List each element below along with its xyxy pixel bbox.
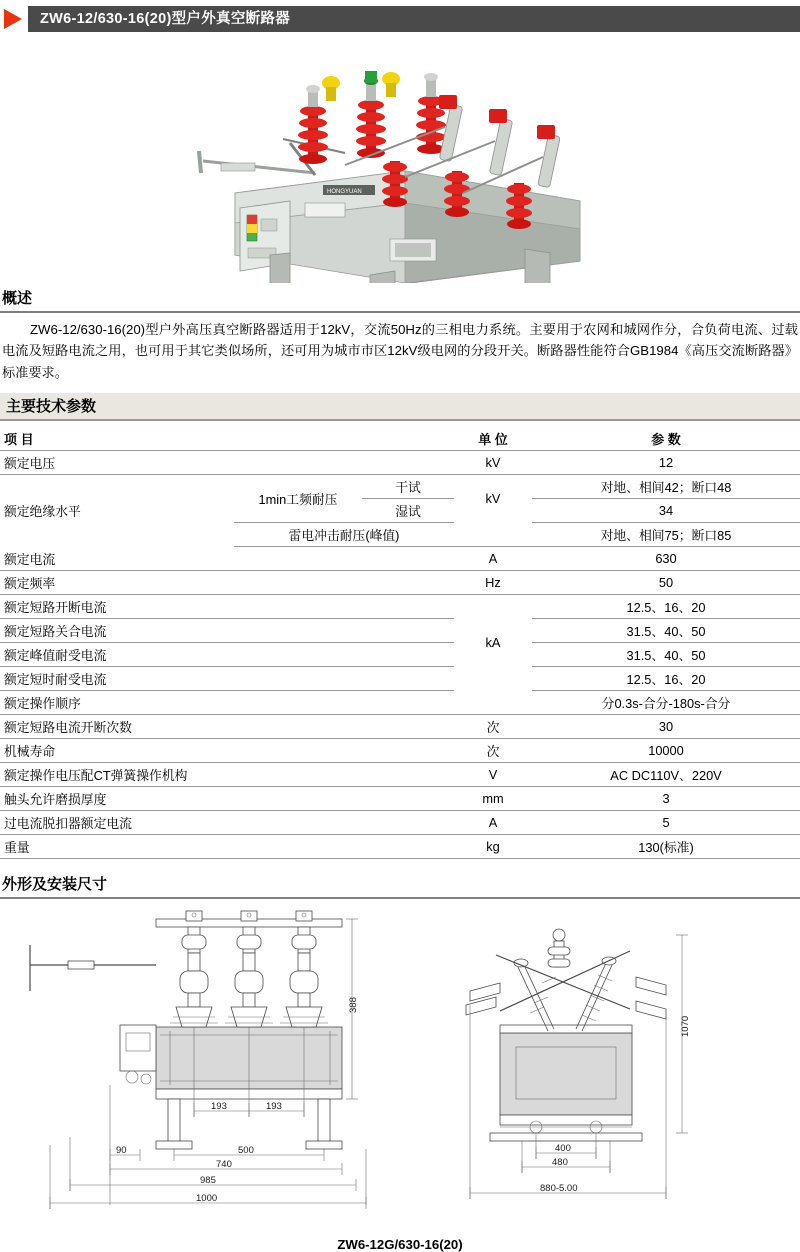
row-unit: mm xyxy=(454,787,532,811)
section-title-overview: 概述 xyxy=(0,285,800,313)
outdoor-vacuum-breaker-photo xyxy=(195,43,615,283)
row-item: 额定短时耐受电流 xyxy=(0,667,454,691)
dim-1000: 1000 xyxy=(196,1193,218,1205)
table-row xyxy=(0,691,800,715)
dim-388: 388 xyxy=(348,997,359,1014)
table-row xyxy=(0,667,800,691)
row-value: 34 xyxy=(532,499,800,523)
dim-90: 90 xyxy=(116,1145,127,1157)
dim-1070: 1070 xyxy=(680,1015,691,1038)
triangle-right-icon xyxy=(0,6,28,32)
table-row xyxy=(0,451,800,475)
row-item: 额定短路关合电流 xyxy=(0,619,454,643)
row-subitem: 湿试 xyxy=(362,499,454,523)
row-value: 130(标准) xyxy=(532,835,800,859)
row-item: 额定频率 xyxy=(0,571,454,595)
row-unit: kg xyxy=(454,835,532,859)
row-item: 额定绝缘水平 xyxy=(4,504,81,520)
table-row xyxy=(0,763,800,787)
table-row xyxy=(0,835,800,859)
row-value: 对地、相间42；断口48 xyxy=(532,475,800,499)
row-unit: Hz xyxy=(454,571,532,595)
side-view-drawing xyxy=(430,905,760,1235)
drawing-caption: ZW6-12G/630-16(20) xyxy=(337,1237,463,1252)
row-unit: kA xyxy=(485,635,501,651)
row-item: 额定操作顺序 xyxy=(0,691,454,715)
table-row xyxy=(0,619,800,643)
table-row xyxy=(0,643,800,667)
row-unit xyxy=(454,691,532,715)
row-value: 12 xyxy=(532,451,800,475)
row-item: 额定短路电流开断次数 xyxy=(0,715,454,739)
dim-740: 740 xyxy=(216,1159,232,1171)
row-item: 额定峰值耐受电流 xyxy=(0,643,454,667)
row-unit: A xyxy=(454,547,532,571)
row-item: 额定电流 xyxy=(0,547,454,571)
table-row xyxy=(0,547,800,571)
row-item: 触头允许磨损厚度 xyxy=(0,787,454,811)
row-item: 额定操作电压配CT弹簧操作机构 xyxy=(0,763,454,787)
row-unit xyxy=(454,523,532,547)
dim-400: 400 xyxy=(555,1143,571,1155)
overview-paragraph xyxy=(2,319,798,383)
table-row xyxy=(0,811,800,835)
row-value: 50 xyxy=(532,571,800,595)
row-value: 31.5、40、50 xyxy=(532,619,800,643)
table-row xyxy=(0,475,800,499)
row-value: AC DC110V、220V xyxy=(532,763,800,787)
section-title-specs: 主要技术参数 xyxy=(0,393,800,421)
front-view-drawing xyxy=(10,905,410,1235)
table-row xyxy=(0,571,800,595)
row-item: 过电流脱扣器额定电流 xyxy=(0,811,454,835)
row-value: 分0.3s-合分-180s-合分 xyxy=(532,691,800,715)
row-subgroup: 1min工频耐压 xyxy=(234,475,362,523)
row-value: 30 xyxy=(532,715,800,739)
row-value: 10000 xyxy=(532,739,800,763)
row-subgroup: 雷电冲击耐压(峰值) xyxy=(234,523,454,547)
table-row xyxy=(0,715,800,739)
page-header xyxy=(0,5,800,33)
table-row xyxy=(0,739,800,763)
row-value: 12.5、16、20 xyxy=(532,595,800,619)
header-unit: 单 位 xyxy=(454,427,532,451)
page-title: ZW6-12/630-16(20)型户外真空断路器 xyxy=(28,6,800,32)
dim-193-right: 193 xyxy=(266,1101,282,1113)
row-unit: V xyxy=(454,763,532,787)
row-item: 重量 xyxy=(0,835,454,859)
row-unit: A xyxy=(454,811,532,835)
dim-193-left: 193 xyxy=(211,1101,227,1113)
row-value: 5 xyxy=(532,811,800,835)
dim-480: 480 xyxy=(552,1157,568,1169)
dim-880-500: 880-5.00 xyxy=(540,1183,578,1195)
row-item: 额定短路开断电流 xyxy=(0,595,454,619)
section-title-dimensions: 外形及安装尺寸 xyxy=(0,871,800,899)
row-unit: kV xyxy=(454,451,532,475)
table-header-row xyxy=(0,427,800,451)
overview-text: ZW6-12/630-16(20)型户外高压真空断路器适用于12kV，交流50Hz的三相电力系统。主要用于农网和城网作分，合负荷电流、过载电流及短路电流之用，也可用于其它类似场所，还可用为城市市区12kV级电网的分段开关。断路器性能符合GB1984《高压交流断路器》标准要求。 xyxy=(2,322,798,380)
dim-985: 985 xyxy=(200,1175,216,1187)
row-unit: 次 xyxy=(454,715,532,739)
product-photo-area xyxy=(0,35,800,285)
row-value: 12.5、16、20 xyxy=(532,667,800,691)
row-item: 额定电压 xyxy=(0,451,454,475)
table-row xyxy=(0,595,800,619)
row-item: 机械寿命 xyxy=(0,739,454,763)
row-value: 对地、相间75；断口85 xyxy=(532,523,800,547)
row-value: 630 xyxy=(532,547,800,571)
table-row xyxy=(0,787,800,811)
dimension-drawings xyxy=(0,905,800,1235)
row-subitem: 干试 xyxy=(362,475,454,499)
row-unit: kV xyxy=(485,491,501,507)
dim-500: 500 xyxy=(238,1145,254,1157)
header-item: 项 目 xyxy=(0,427,454,451)
svg-text:HONGYUAN: HONGYUAN xyxy=(327,189,362,195)
row-value: 3 xyxy=(532,787,800,811)
row-unit: 次 xyxy=(454,739,532,763)
spec-table xyxy=(0,427,800,859)
row-value: 31.5、40、50 xyxy=(532,643,800,667)
header-parameter: 参 数 xyxy=(532,427,800,451)
